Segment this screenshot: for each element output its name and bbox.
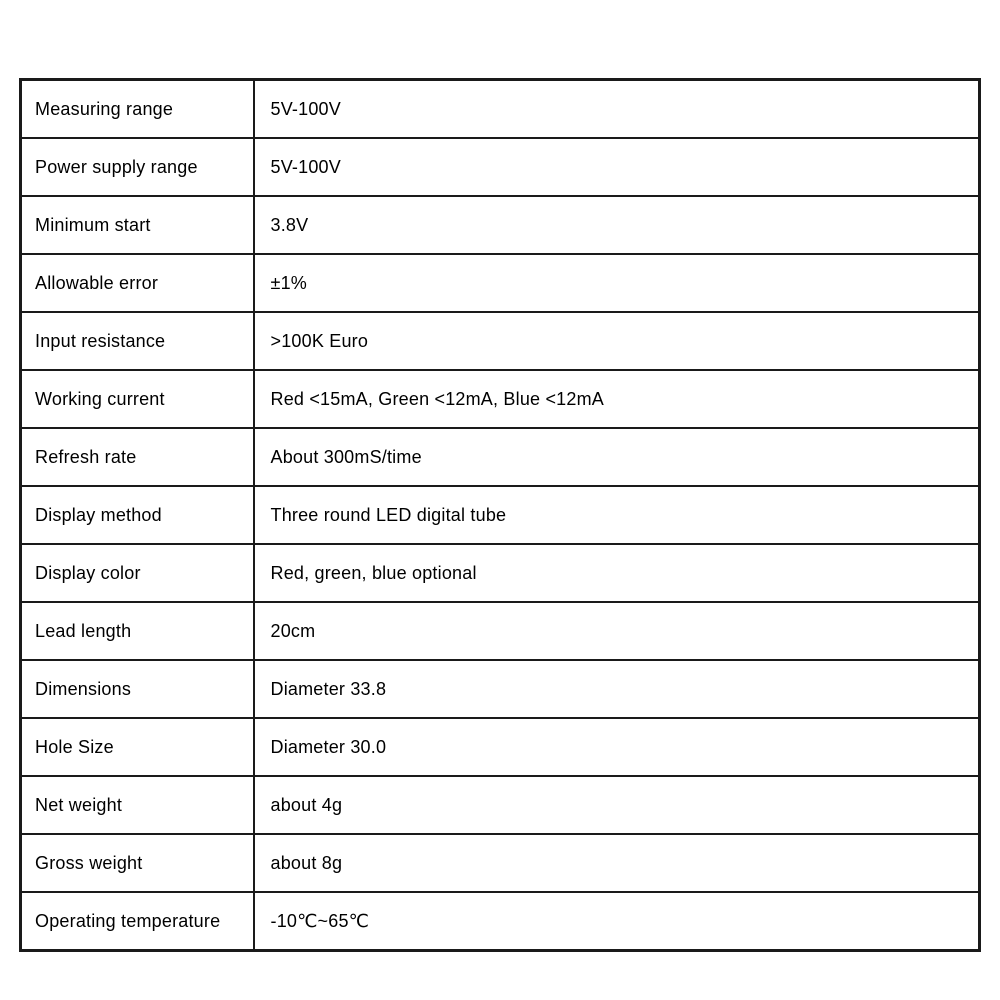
spec-label: Measuring range (21, 80, 254, 139)
spec-label: Operating temperature (21, 892, 254, 951)
spec-value: Diameter 30.0 (254, 718, 980, 776)
spec-label: Display color (21, 544, 254, 602)
table-row (21, 486, 980, 544)
spec-label: Allowable error (21, 254, 254, 312)
spec-label: Lead length (21, 602, 254, 660)
spec-table-body (21, 80, 980, 951)
spec-label: Power supply range (21, 138, 254, 196)
table-row (21, 602, 980, 660)
table-row (21, 254, 980, 312)
spec-label: Display method (21, 486, 254, 544)
spec-value: 20cm (254, 602, 980, 660)
table-row (21, 312, 980, 370)
spec-value: about 4g (254, 776, 980, 834)
table-row (21, 892, 980, 951)
spec-label: Net weight (21, 776, 254, 834)
spec-value: Three round LED digital tube (254, 486, 980, 544)
table-row (21, 428, 980, 486)
spec-value: >100K Euro (254, 312, 980, 370)
spec-value: Diameter 33.8 (254, 660, 980, 718)
table-row (21, 370, 980, 428)
spec-value: 5V-100V (254, 138, 980, 196)
table-row (21, 544, 980, 602)
spec-label: Gross weight (21, 834, 254, 892)
spec-label: Working current (21, 370, 254, 428)
spec-value: Red <15mA, Green <12mA, Blue <12mA (254, 370, 980, 428)
spec-value: about 8g (254, 834, 980, 892)
table-row (21, 660, 980, 718)
spec-value: ±1% (254, 254, 980, 312)
table-row (21, 196, 980, 254)
spec-label: Dimensions (21, 660, 254, 718)
spec-label: Input resistance (21, 312, 254, 370)
spec-label: Hole Size (21, 718, 254, 776)
spec-value: About 300mS/time (254, 428, 980, 486)
spec-value: -10℃~65℃ (254, 892, 980, 951)
table-row (21, 718, 980, 776)
spec-value: 5V-100V (254, 80, 980, 139)
spec-value: 3.8V (254, 196, 980, 254)
table-row (21, 776, 980, 834)
table-row (21, 138, 980, 196)
table-row (21, 80, 980, 139)
spec-value: Red, green, blue optional (254, 544, 980, 602)
spec-table (19, 78, 981, 952)
spec-label: Minimum start (21, 196, 254, 254)
spec-label: Refresh rate (21, 428, 254, 486)
table-row (21, 834, 980, 892)
